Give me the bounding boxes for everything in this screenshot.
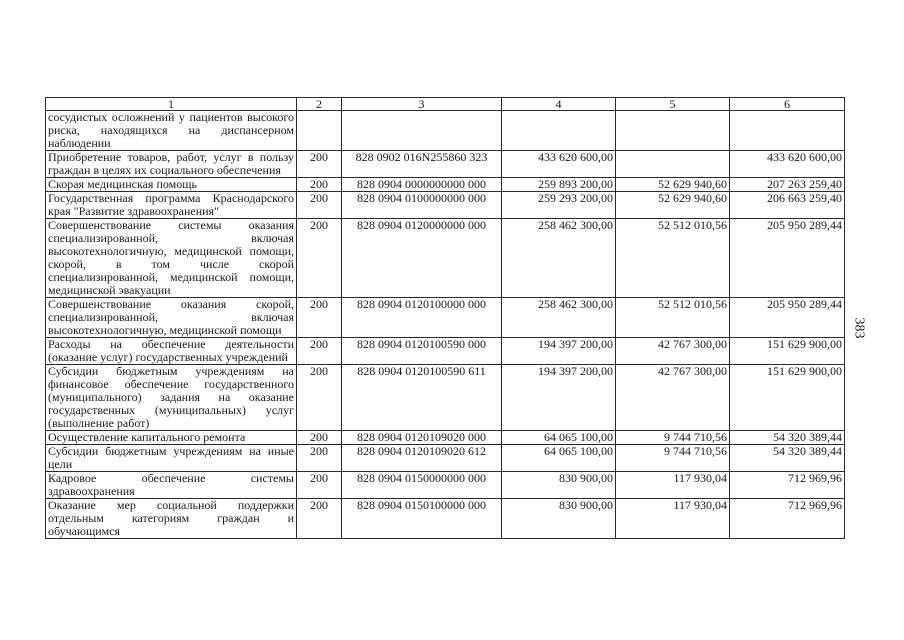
row-amount-cell: 9 744 710,56 — [616, 431, 730, 445]
row-amount-cell: 54 320 389,44 — [730, 445, 845, 472]
header-cell: 3 — [342, 98, 502, 111]
header-row — [46, 98, 845, 111]
row-code-cell: 200 — [297, 178, 342, 192]
page-number: 383 — [851, 317, 867, 339]
row-code-cell: 200 — [297, 192, 342, 219]
row-amount-cell: 64 065 100,00 — [502, 431, 616, 445]
row-name-cell: Расходы на обеспечение деятельности (оказание услуг) государственных учреждений — [46, 338, 297, 365]
row-code-cell: 200 — [297, 431, 342, 445]
row-amount-cell: 52 629 940,60 — [616, 178, 730, 192]
row-amount-cell: 151 629 900,00 — [730, 338, 845, 365]
row-amount-cell: 52 512 010,56 — [616, 219, 730, 298]
row-kbk-cell: 828 0904 0150100000 000 — [342, 499, 502, 539]
header-cell: 5 — [616, 98, 730, 111]
row-name-cell: Субсидии бюджетным учреждениям на финансовое обеспечение государственного (муниципального) задания на оказание государственных (муниципальных) услуг (выполнение работ) — [46, 365, 297, 431]
row-kbk-cell: 828 0904 0120109020 000 — [342, 431, 502, 445]
row-amount-cell: 433 620 600,00 — [730, 151, 845, 178]
table-row — [46, 472, 845, 499]
row-kbk-cell: 828 0904 0100000000 000 — [342, 192, 502, 219]
row-name-cell: Совершенствование системы оказания специализированной, включая высокотехнологичную, медицинской помощи, скорой, в том числе скорой специализированной, медицинской помощи, медицинской эвакуации — [46, 219, 297, 298]
row-amount-cell: 194 397 200,00 — [502, 365, 616, 431]
row-amount-cell: 259 293 200,00 — [502, 192, 616, 219]
row-amount-cell: 42 767 300,00 — [616, 338, 730, 365]
row-amount-cell: 205 950 289,44 — [730, 219, 845, 298]
row-name-cell: Кадровое обеспечение системы здравоохранения — [46, 472, 297, 499]
row-name-cell: Государственная программа Краснодарского края "Развитие здравоохранения" — [46, 192, 297, 219]
row-kbk-cell: 828 0904 0120100590 611 — [342, 365, 502, 431]
table-row — [46, 151, 845, 178]
row-kbk-cell: 828 0904 0150000000 000 — [342, 472, 502, 499]
row-name-cell: Осуществление капитального ремонта — [46, 431, 297, 445]
row-amount-cell: 433 620 600,00 — [502, 151, 616, 178]
row-name-cell: Приобретение товаров, работ, услуг в пользу граждан в целях их социального обеспечения — [46, 151, 297, 178]
row-name-cell: сосудистых осложнений у пациентов высокого риска, находящихся на диспансерном наблюдении — [46, 111, 297, 151]
row-code-cell: 200 — [297, 219, 342, 298]
row-name-cell: Скорая медицинская помощь — [46, 178, 297, 192]
row-amount-cell: 258 462 300,00 — [502, 298, 616, 338]
row-kbk-cell: 828 0904 0000000000 000 — [342, 178, 502, 192]
row-amount-cell: 259 893 200,00 — [502, 178, 616, 192]
table-row — [46, 178, 845, 192]
row-kbk-cell — [342, 111, 502, 151]
row-amount-cell: 258 462 300,00 — [502, 219, 616, 298]
row-code-cell: 200 — [297, 365, 342, 431]
row-amount-cell: 712 969,96 — [730, 499, 845, 539]
header-cell: 1 — [46, 98, 297, 111]
table-row — [46, 499, 845, 539]
row-kbk-cell: 828 0904 0120109020 612 — [342, 445, 502, 472]
row-kbk-cell: 828 0902 016N255860 323 — [342, 151, 502, 178]
row-amount-cell: 207 263 259,40 — [730, 178, 845, 192]
row-name-cell: Совершенствование оказания скорой, специализированной, включая высокотехнологичную, медицинской помощи — [46, 298, 297, 338]
row-amount-cell: 712 969,96 — [730, 472, 845, 499]
row-amount-cell: 52 512 010,56 — [616, 298, 730, 338]
table-row — [46, 192, 845, 219]
table-row — [46, 431, 845, 445]
row-amount-cell: 52 629 940,60 — [616, 192, 730, 219]
budget-table — [45, 97, 845, 539]
row-kbk-cell: 828 0904 0120000000 000 — [342, 219, 502, 298]
row-kbk-cell: 828 0904 0120100000 000 — [342, 298, 502, 338]
row-name-cell: Оказание мер социальной поддержки отдельным категориям граждан и обучающимся — [46, 499, 297, 539]
header-cell: 6 — [730, 98, 845, 111]
row-kbk-cell: 828 0904 0120100590 000 — [342, 338, 502, 365]
row-code-cell: 200 — [297, 499, 342, 539]
row-code-cell: 200 — [297, 298, 342, 338]
row-amount-cell — [616, 111, 730, 151]
row-code-cell — [297, 111, 342, 151]
row-amount-cell: 54 320 389,44 — [730, 431, 845, 445]
row-amount-cell: 64 065 100,00 — [502, 445, 616, 472]
row-amount-cell: 206 663 259,40 — [730, 192, 845, 219]
table-row — [46, 338, 845, 365]
table-row — [46, 219, 845, 298]
row-amount-cell: 9 744 710,56 — [616, 445, 730, 472]
table-row — [46, 298, 845, 338]
row-code-cell: 200 — [297, 151, 342, 178]
row-amount-cell: 117 930,04 — [616, 472, 730, 499]
row-amount-cell: 194 397 200,00 — [502, 338, 616, 365]
row-amount-cell — [730, 111, 845, 151]
row-code-cell: 200 — [297, 445, 342, 472]
row-name-cell: Субсидии бюджетным учреждениям на иные цели — [46, 445, 297, 472]
row-amount-cell — [502, 111, 616, 151]
row-amount-cell: 830 900,00 — [502, 472, 616, 499]
row-amount-cell: 42 767 300,00 — [616, 365, 730, 431]
row-amount-cell: 117 930,04 — [616, 499, 730, 539]
header-cell: 4 — [502, 98, 616, 111]
row-amount-cell: 830 900,00 — [502, 499, 616, 539]
row-code-cell: 200 — [297, 472, 342, 499]
row-amount-cell: 205 950 289,44 — [730, 298, 845, 338]
header-cell: 2 — [297, 98, 342, 111]
row-amount-cell: 151 629 900,00 — [730, 365, 845, 431]
table-row — [46, 365, 845, 431]
row-code-cell: 200 — [297, 338, 342, 365]
table-row — [46, 111, 845, 151]
row-amount-cell — [616, 151, 730, 178]
table-row — [46, 445, 845, 472]
